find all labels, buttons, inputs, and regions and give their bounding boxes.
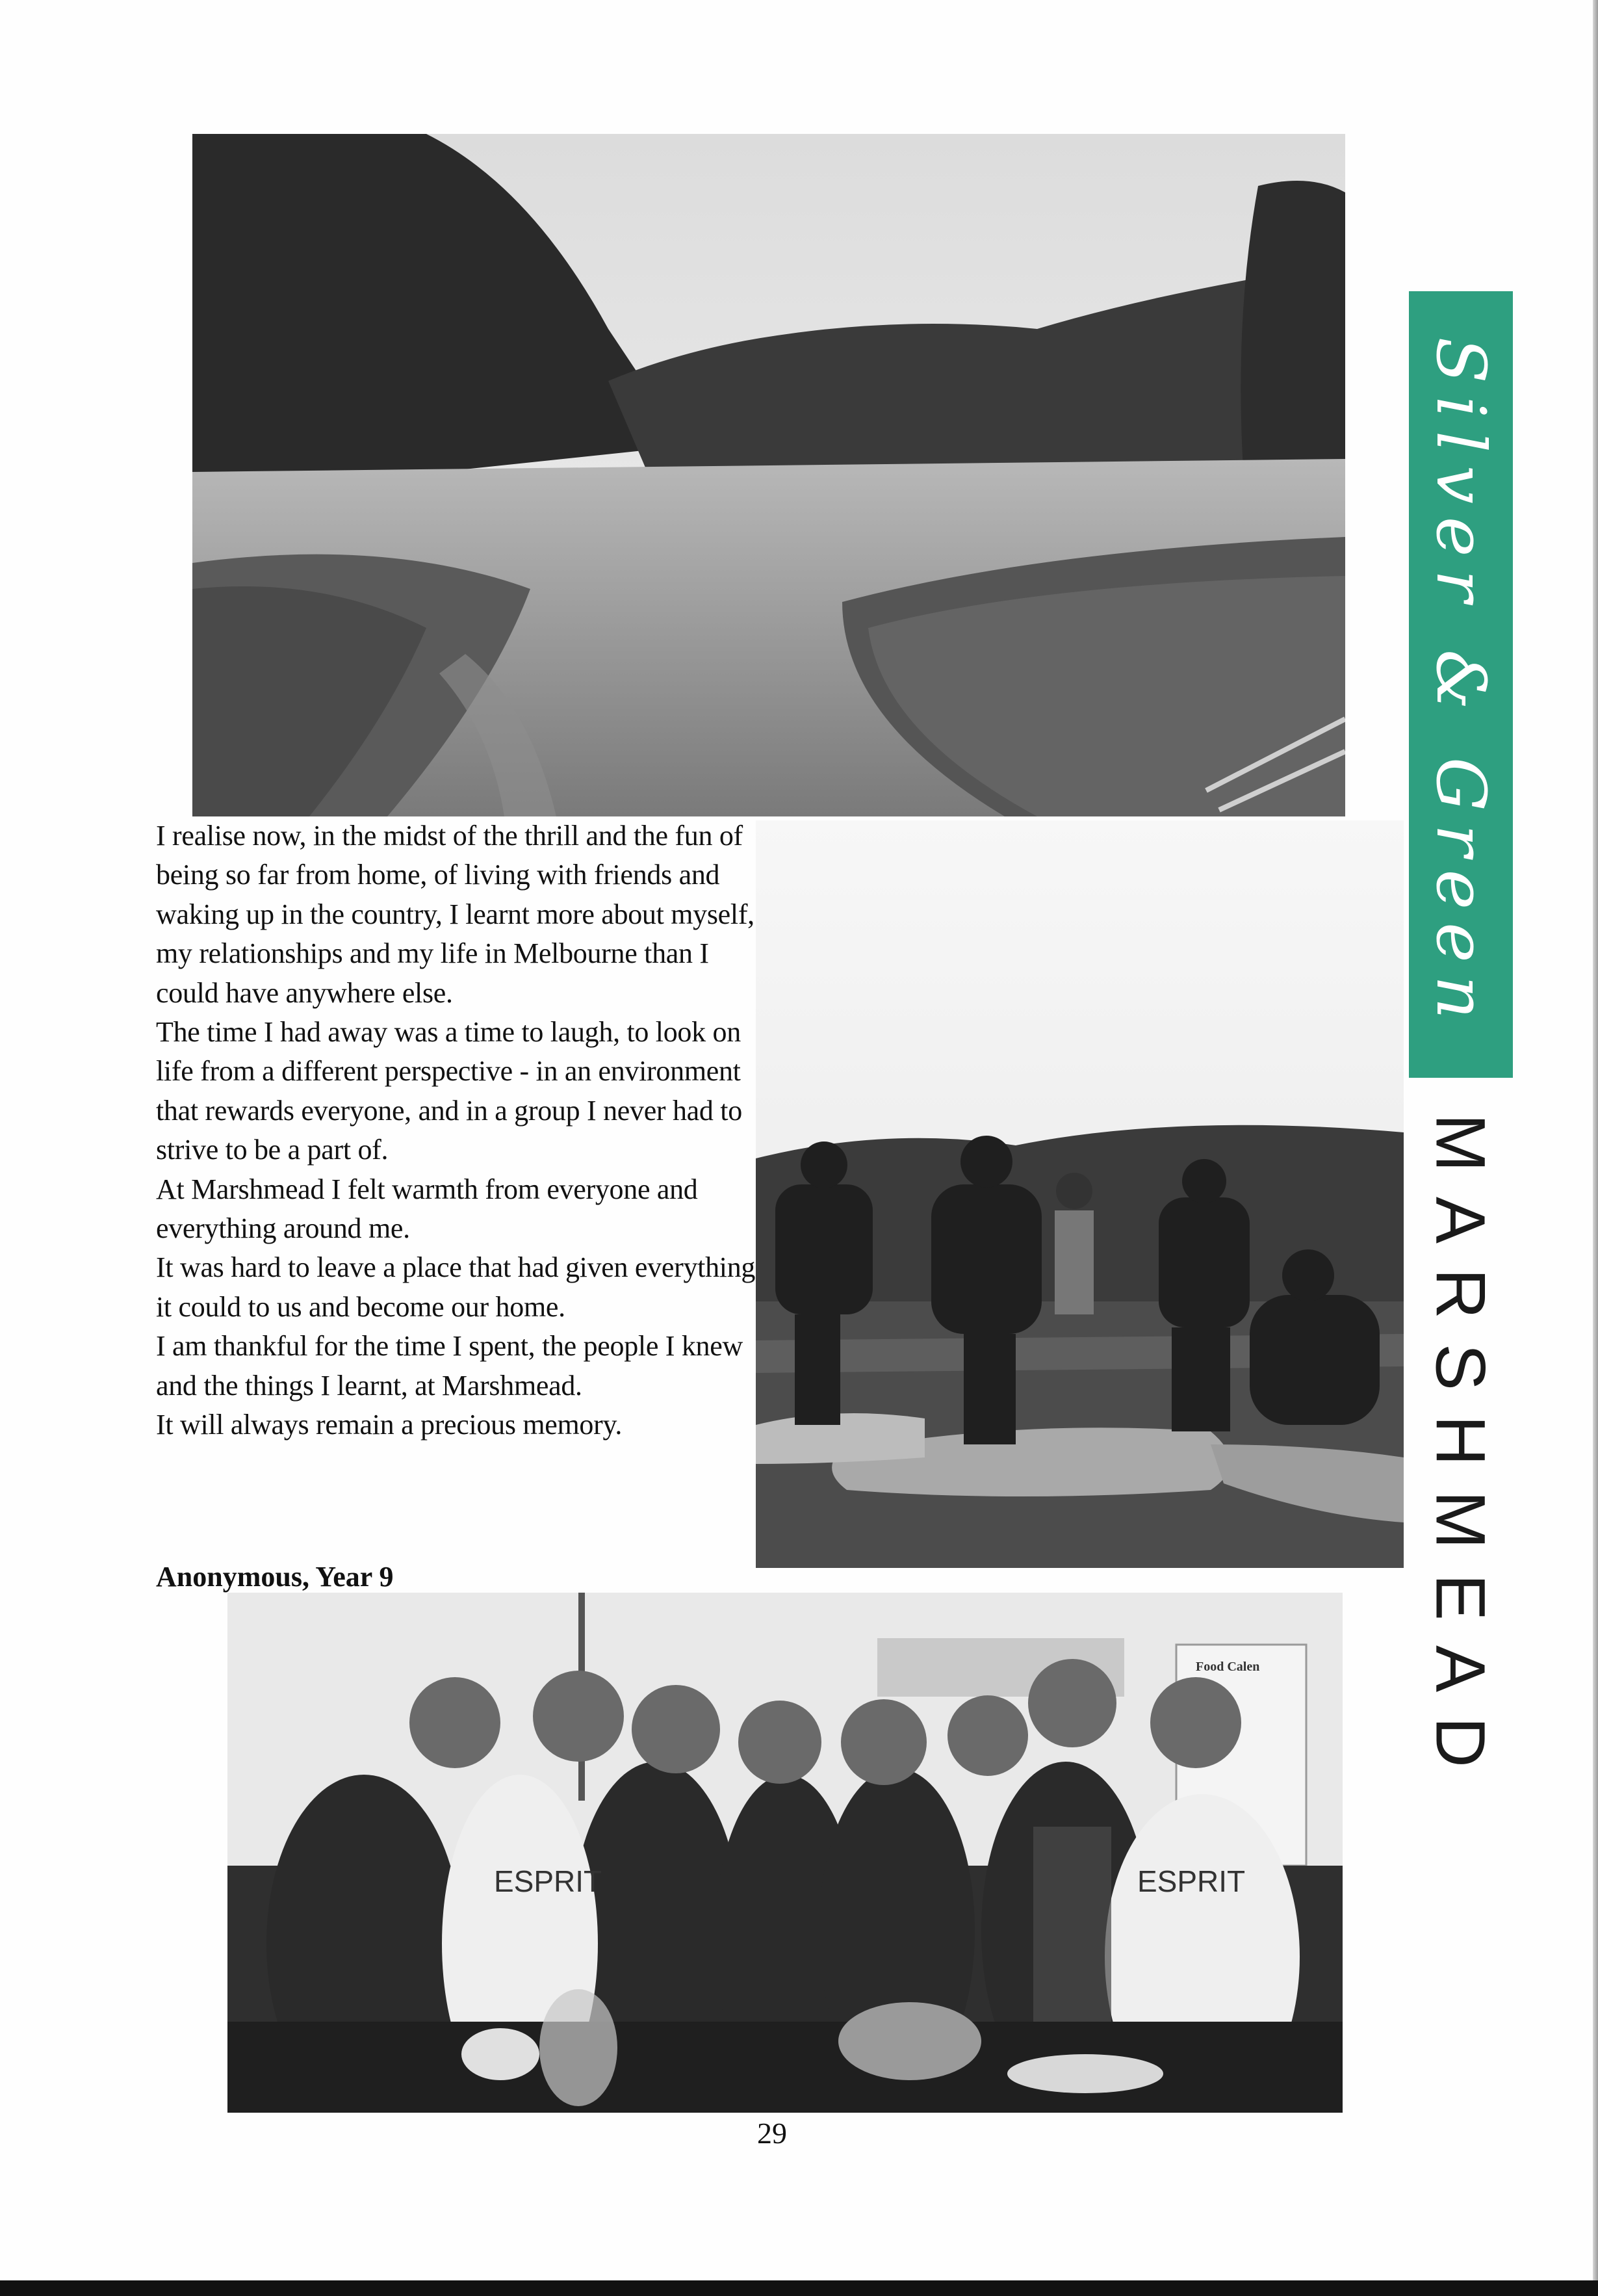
section-banner <box>1409 291 1513 1078</box>
article-body <box>156 816 760 1445</box>
food-calendar-sign: Food Calen <box>1196 1660 1260 1674</box>
article-paragraph: It will always remain a precious memory. <box>156 1409 623 1441</box>
article-title-banner <box>1409 1079 1513 1827</box>
article-paragraph: I realise now, in the midst of the thrill and the fun of being so far from home, of living with friends and waking up in the country, I learnt more about myself, my relationships and my life in Melbourne than I could have anywhere else. <box>156 820 754 1009</box>
kitchen-group-photo <box>227 1593 1343 2113</box>
section-title: Silver & Green <box>1421 337 1501 1032</box>
article-paragraph: It was hard to leave a place that had given everything it could to us and become our home. <box>156 1251 756 1323</box>
canoeing-group-photo <box>756 820 1404 1568</box>
scan-edge-bottom <box>0 2280 1598 2296</box>
article-paragraph: The time I had away was a time to laugh, to look on life from a different perspective - in an environment that rewards everyone, and in a group I never had to strive to be a part of. <box>156 1016 742 1166</box>
article-paragraph: At Marshmead I felt warmth from everyone and everything around me. <box>156 1173 698 1245</box>
article-paragraph: I am thankful for the time I spent, the people I knew and the things I learnt, at Marshmead. <box>156 1330 743 1402</box>
page-number: 29 <box>757 2117 787 2150</box>
scan-edge-right <box>1593 0 1598 2296</box>
sweatshirt-print-right: ESPRIT <box>1137 1864 1246 1898</box>
sweatshirt-print-left: ESPRIT <box>494 1864 602 1898</box>
article-author: Anonymous, Year 9 <box>156 1561 394 1593</box>
river-landscape-photo <box>192 134 1345 816</box>
article-title: MARSHMEAD <box>1421 1113 1501 1793</box>
